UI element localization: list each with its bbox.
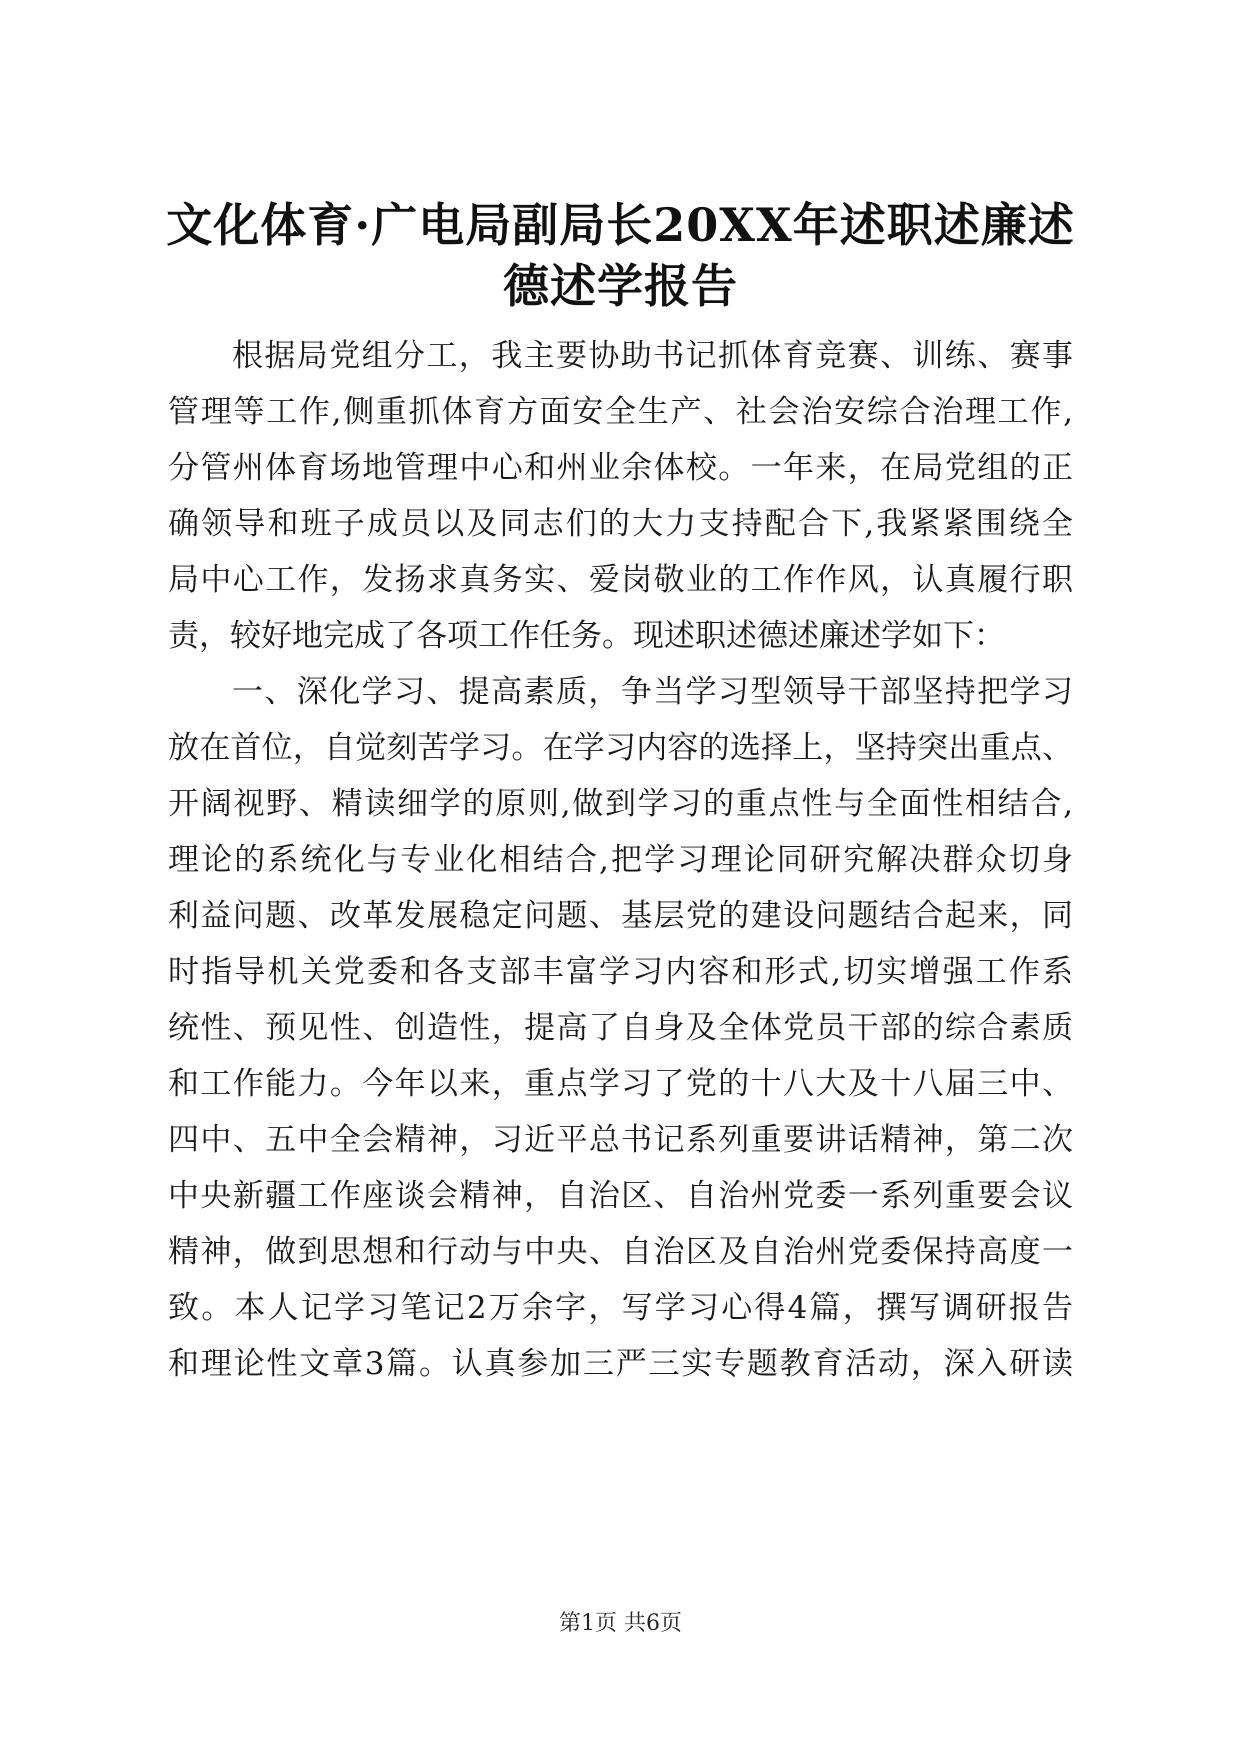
body-line: 精神，做到思想和行动与中央、自治区及自治州党委保持高度一 xyxy=(168,1234,1073,1270)
body-line: 局中心工作，发扬求真务实、爱岗敬业的工作作风，认真履行职 xyxy=(168,562,1073,598)
body-line: 和理论性文章3篇。认真参加三严三实专题教育活动，深入研读 xyxy=(168,1346,1073,1382)
body-line: 一、深化学习、提高素质，争当学习型领导干部坚持把学习 xyxy=(232,674,1073,710)
body-line: 时指导机关党委和各支部丰富学习内容和形式,切实增强工作系 xyxy=(168,954,1073,990)
body-line: 利益问题、改革发展稳定问题、基层党的建设问题结合起来，同 xyxy=(168,898,1073,934)
body-line: 放在首位，自觉刻苦学习。在学习内容的选择上，坚持突出重点、 xyxy=(168,730,1073,766)
body-line: 统性、预见性、创造性，提高了自身及全体党员干部的综合素质 xyxy=(168,1010,1073,1046)
body-line: 和工作能力。今年以来，重点学习了党的十八大及十八届三中、 xyxy=(168,1066,1073,1102)
page-number-footer: 第1页 共6页 xyxy=(559,1611,682,1636)
body-line: 理论的系统化与专业化相结合,把学习理论同研究解决群众切身 xyxy=(168,842,1073,878)
body-line: 管理等工作,侧重抓体育方面安全生产、社会治安综合治理工作, xyxy=(168,394,1073,430)
body-line: 开阔视野、精读细学的原则,做到学习的重点性与全面性相结合, xyxy=(168,786,1073,822)
document-title-line-2: 德述学报告 xyxy=(503,259,738,313)
document-title-line-1: 文化体育·广电局副局长20XX年述职述廉述 xyxy=(166,198,1075,252)
body-line: 根据局党组分工，我主要协助书记抓体育竞赛、训练、赛事 xyxy=(232,338,1073,374)
body-line: 分管州体育场地管理中心和州业余体校。一年来，在局党组的正 xyxy=(168,450,1073,486)
body-line: 致。本人记学习笔记2万余字，写学习心得4篇，撰写调研报告 xyxy=(168,1290,1073,1326)
body-line: 中央新疆工作座谈会精神，自治区、自治州党委一系列重要会议 xyxy=(168,1178,1073,1214)
body-line: 四中、五中全会精神，习近平总书记系列重要讲话精神，第二次 xyxy=(168,1122,1073,1158)
body-line: 确领导和班子成员以及同志们的大力支持配合下,我紧紧围绕全 xyxy=(168,506,1073,542)
body-line: 责，较好地完成了各项工作任务。现述职述德述廉述学如下： xyxy=(168,618,1005,654)
